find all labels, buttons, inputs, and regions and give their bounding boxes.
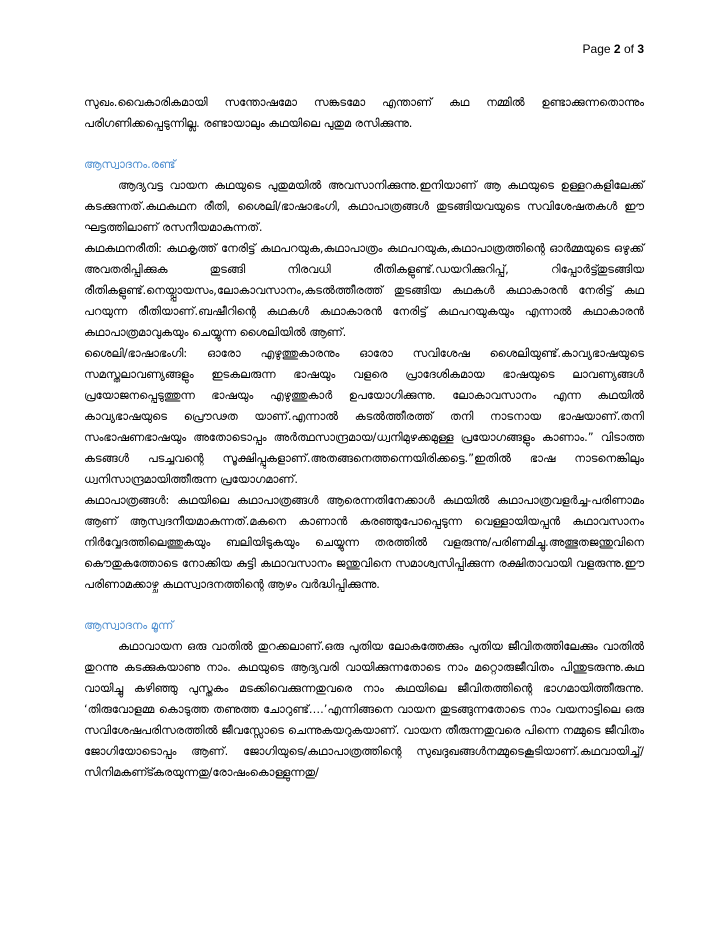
section-heading-2: ആസ്വാദനം.രണ്ട്	[84, 157, 176, 171]
section-heading-3: ആസ്വാദനം മൂന്ന്	[84, 618, 174, 632]
intro-paragraph: സുഖം.വൈകാരികമായി സന്തോഷമോ സങ്കടമോ എന്താണ് കഥ നമ്മിൽ ഉണ്ടാക്കുന്നതൊന്നും പരിഗണിക്കപ്പെടുന്നില്ല. രണ്ടായാലും കഥയിലെ പുതുമ രസിക്കുന്നു.	[84, 95, 644, 130]
paragraph: കഥാവായന ഒരു വാതിൽ തുറക്കലാണ്.ഒരു പുതിയ ലോകത്തേക്കും പുതിയ ജീവിതത്തിലേക്കും വാതിൽ തുറന്നു കടക്കുകയാണു നാം. കഥയുടെ ആദ്യവരി വായിക്കുന്നതോടെ നാം മറ്റൊരുജീവിതം പിന്തുടരുന്നു.കഥ വായിച്ചു കഴിഞ്ഞു പുസ്തകം മടക്കിവെക്കുന്നതുവരെ നാം കഥയിലെ ജീവിതത്തിന്റെ ഭാഗമായിത്തീരുന്നു. ‘തിരുവോളമ്മ കൊടുത്ത തണുത്ത ചോറുണ്ട്….’എന്നിങ്ങനെ വായന തുടങ്ങുന്നതോടെ നാം വയനാട്ടിലെ ഒരു സവിശേഷപരിസരത്തിൽ ജീവസ്സോടെ ചെന്നുകയറുകയാണ്. വായന തീരുന്നതുവരെ പിന്നെ നമ്മുടെ ജീവിതം ജോഗിയോടൊപ്പം ആണ്. ജോഗിയുടെ/കഥാപാത്രത്തിന്റെ സുഖദുഖങ്ങൾനമ്മുടെകൂടിയാണ്.കഥവായിച്ച്/സിനിമകണ്ട്കരയുന്നതു/രോഷംകൊള്ളുന്നതു/	[84, 639, 644, 779]
document-body	[84, 92, 644, 783]
total-pages: 3	[637, 42, 644, 56]
paragraph-narration: കഥകഥനരീതി: കഥകൃത്ത് നേരിട്ട് കഥപറയുക,കഥാപാത്രം കഥപറയുക,കഥാപാത്രത്തിന്റെ ഓർമ്മയുടെ ഒഴുക്ക് അവതരിപ്പിക്കുക തുടങ്ങി നിരവധി രീതികളുണ്ട്.ഡയറിക്കുറിപ്പ്, റിപ്പോർട്ട്തുടങ്ങിയ രീതികളുണ്ട്.നെയ്പ്പായസം,ലോകാവസാനം,കടൽത്തീരത്ത് തുടങ്ങിയ കഥകൾ കഥാകാരൻ നേരിട്ട് കഥ പറയുന്ന രീതിയാണ്.ബഷീറിന്റെ കഥകൾ കഥാകാരൻ നേരിട്ട് കഥപറയുകയും എന്നാൽ കഥാകാരൻ കഥാപാത്രമാവുകയും ചെയ്യുന്ന ശൈലിയിൽ ആണ്.	[84, 241, 644, 339]
page-of-label: of	[623, 42, 634, 56]
page-number	[583, 42, 644, 56]
paragraph-characters: കഥാപാത്രങ്ങൾ: കഥയിലെ കഥാപാത്രങ്ങൾ ആരെന്നതിനേക്കാൾ കഥയിൽ കഥാപാത്രവളർച്ച-പരിണാമം ആണ് ആസ്വദനീയമാകുന്നത്.മകനെ കാണാൻ കരഞ്ഞുപോപ്പെടുന്ന വെള്ളായിയപ്പൻ കഥാവസാനം നിർവ്വേദത്തിലെത്തുകയും ബലിയിടുകയും ചെയ്യുന്ന തരത്തിൽ വളരുന്നു/പരിണമിച്ചു.അത്ഭുതജന്തുവിനെ കൌതുകത്തോടെ നോക്കിയ കുട്ടി കഥാവസാനം ജന്തുവിനെ സമാശ്വസിപ്പിക്കുന്ന രക്ഷിതാവായി വളരുന്നു.ഈ പരിണാമക്കാഴ്ച കഥസ്വാദനത്തിന്റെ ആഴം വർദ്ധിപ്പിക്കുന്നു.	[84, 493, 644, 591]
page-label: Page	[582, 42, 611, 56]
paragraph: ആദ്യവട്ട വായന കഥയുടെ പുതുമയിൽ അവസാനിക്കുന്നു.ഇനിയാണ് ആ കഥയുടെ ഉള്ളറകളിലേക്ക് കടക്കുന്നത്.കഥകഥന രീതി, ശൈലി/ഭാഷാഭംഗി, കഥാപാത്രങ്ങൾ തുടങ്ങിയവയുടെ സവിശേഷതകൾ ഈ ഘട്ടത്തിലാണ് രസനീയമാകുന്നത്.	[84, 178, 644, 234]
paragraph-style: ശൈലി/ഭാഷാഭംഗി: ഓരോ എഴുത്തുകാരനും ഓരോ സവിശേഷ ശൈലിയുണ്ട്.കാവ്യഭാഷയുടെ സമസ്തലാവണ്യങ്ങളും ഇടകലരുന്ന ഭാഷയും വളരെ പ്രാദേശികമായ ഭാഷയുടെ ലാവണ്യങ്ങൾ പ്രയോജനപ്പെടുത്തുന്ന ഭാഷയും എഴുത്തുകാർ ഉപയോഗിക്കുന്നു. ലോകാവസാനം എന്ന കഥയിൽ കാവ്യഭാഷയുടെ പ്രൌഢത യാണ്.എന്നാൽ കടൽത്തീരത്ത് തനി നാടനായ ഭാഷയാണ്.തനി സംഭാഷണഭാഷയും അതോടൊപ്പം അർത്ഥസാന്ദ്രമായ/ധ്വനിമുഴക്കമുള്ള പ്രയോഗങ്ങളും കാണാം.” വിടാത്ത കടങ്ങൾ പടച്ചവന്റെ സൂക്ഷിപ്പുകളാണ്.അതങ്ങനെത്തന്നെയിരിക്കട്ടെ.”ഇതിൽ ഭാഷ നാടനെങ്കിലും ധ്വനിസാന്ദ്രമായിത്തീരുന്ന പ്രയോഗമാണ്.	[84, 346, 644, 486]
current-page: 2	[613, 42, 621, 56]
